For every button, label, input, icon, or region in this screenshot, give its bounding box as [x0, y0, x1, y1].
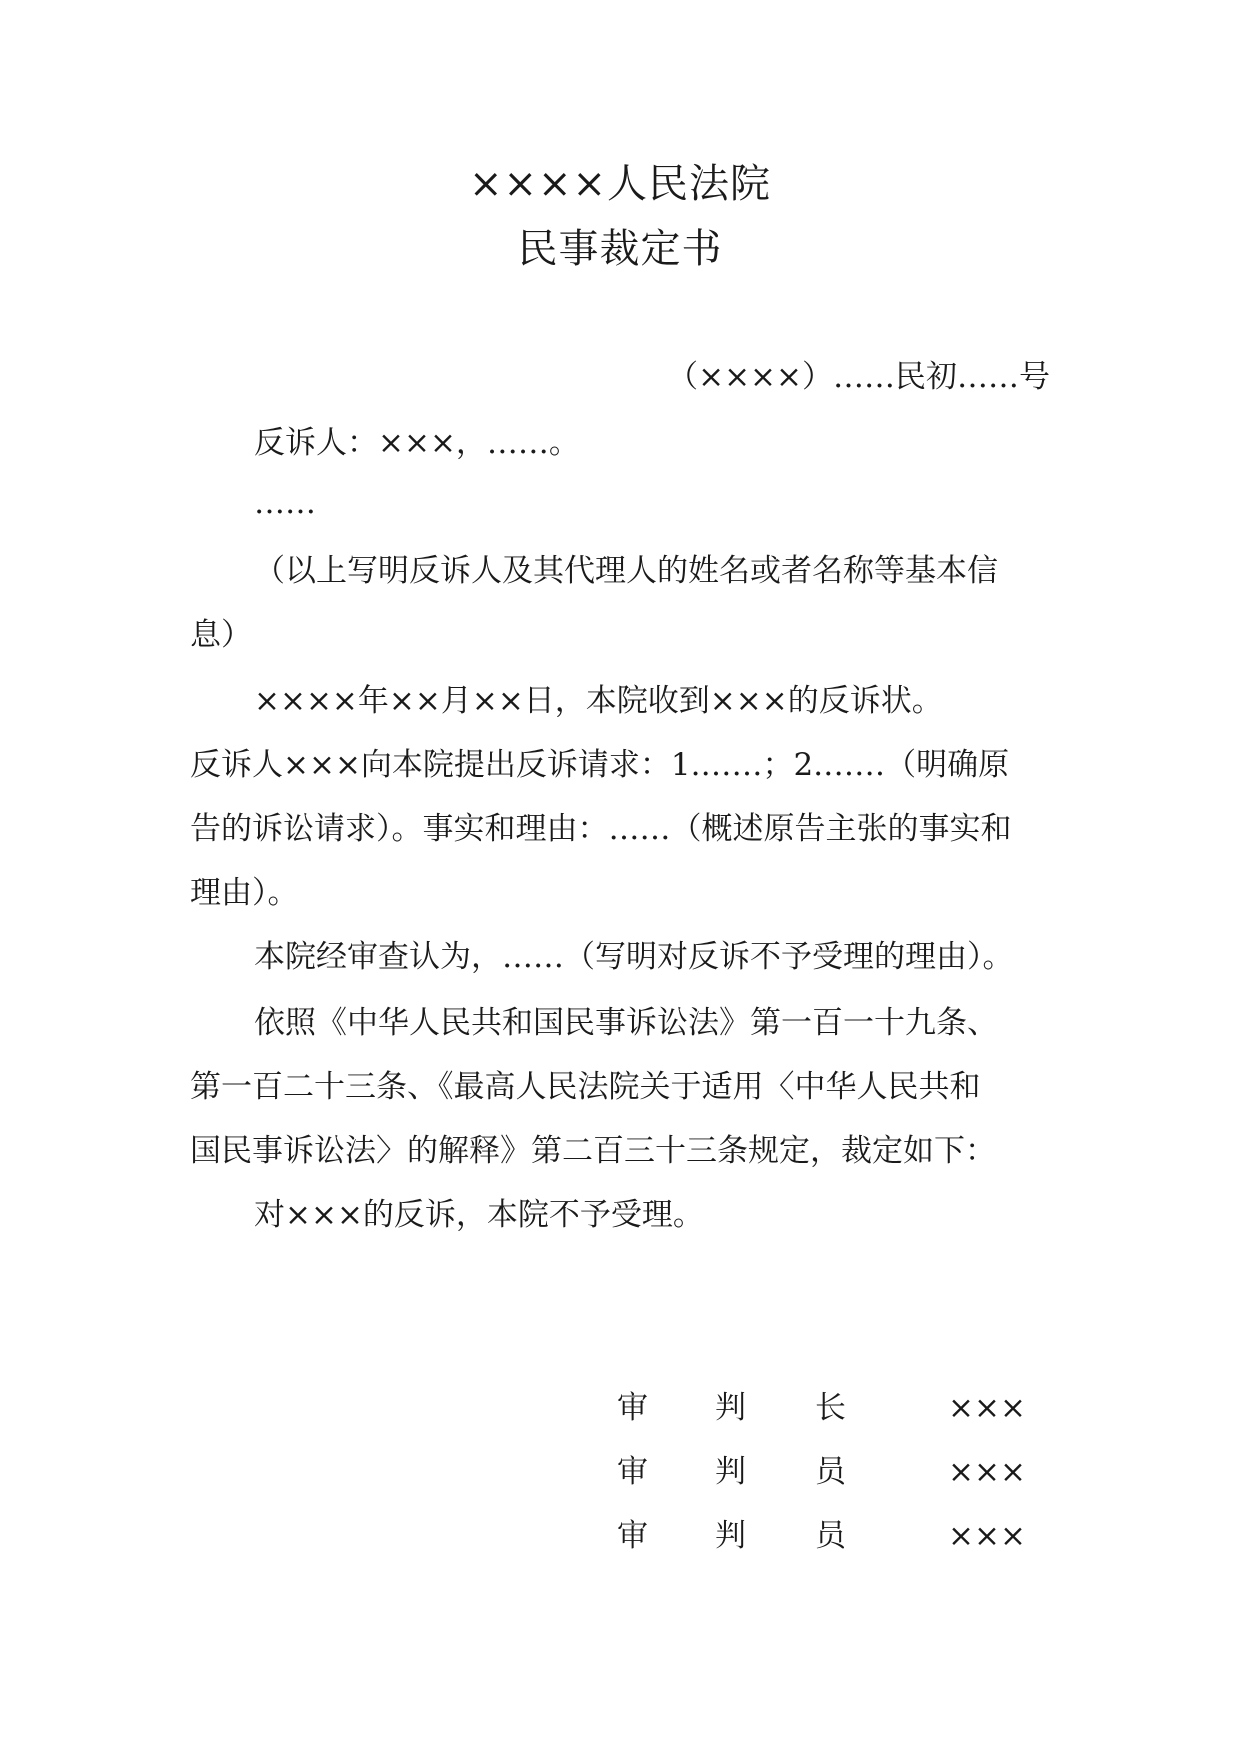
signatory-name: ××× — [948, 1390, 1026, 1426]
paragraph-line: 国民事诉讼法〉的解释》第二百三十三条规定，裁定如下： — [190, 1133, 996, 1169]
title-char: 员 — [815, 1518, 846, 1554]
paragraph-line: 对×××的反诉，本院不予受理。 — [254, 1197, 704, 1233]
paragraph-line: 本院经审查认为，……（写明对反诉不予受理的理由）。 — [254, 939, 1014, 975]
title-char: 审 — [617, 1454, 648, 1490]
title-char: 判 — [715, 1390, 746, 1426]
document-type-title: 民事裁定书 — [517, 226, 723, 272]
paragraph-line: ××××年××月××日，本院收到×××的反诉状。 — [254, 683, 943, 719]
paragraph-line: 告的诉讼请求）。事实和理由：……（概述原告主张的事实和 — [190, 811, 1012, 847]
case-number: （××××）……民初……号 — [667, 359, 1050, 395]
signatory-name: ××× — [948, 1454, 1026, 1490]
signatory-name: ××× — [948, 1518, 1026, 1554]
paragraph-line: 第一百二十三条、《最高人民法院关于适用〈中华人民共和 — [190, 1069, 981, 1105]
title-char: 长 — [815, 1390, 846, 1426]
paragraph-line: 反诉人：×××，……。 — [254, 425, 580, 461]
title-char: 判 — [715, 1518, 746, 1554]
title-char: 审 — [617, 1390, 648, 1426]
paragraph-line: 理由）。 — [190, 875, 299, 911]
paragraph-line: 依照《中华人民共和国民事诉讼法》第一百一十九条、 — [254, 1005, 998, 1041]
paragraph-line: （以上写明反诉人及其代理人的姓名或者名称等基本信 — [254, 553, 998, 589]
title-char: 审 — [617, 1518, 648, 1554]
paragraph-line: 息） — [190, 617, 252, 653]
paragraph-line: …… — [254, 485, 316, 521]
title-char: 判 — [715, 1454, 746, 1490]
paragraph-line: 反诉人×××向本院提出反诉请求：1.……；2.……（明确原 — [190, 747, 1010, 783]
title-char: 员 — [815, 1454, 846, 1490]
court-name: ××××人民法院 — [468, 161, 772, 207]
